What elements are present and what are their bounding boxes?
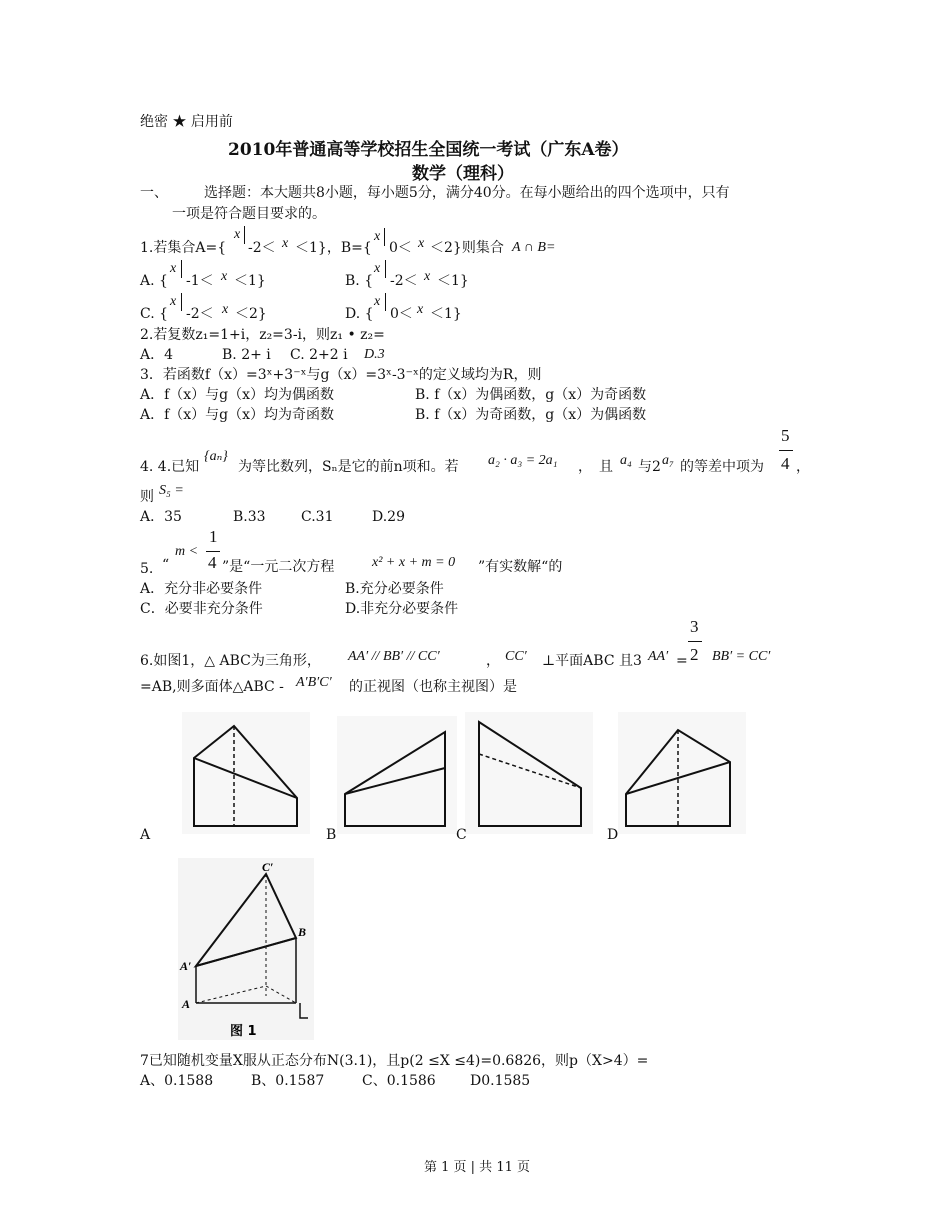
- fraction-bar: [206, 551, 220, 552]
- q6-stem-c: ⊥平面ABC 且3: [542, 653, 642, 669]
- q1-var: x: [170, 294, 177, 309]
- q6-line2b: 的正视图（也称主视图）是: [349, 679, 517, 695]
- q1-var: x: [222, 302, 229, 317]
- q4-stem-d: 与2: [638, 459, 661, 475]
- q6-line2a: =AB,则多面体△ABC -: [140, 679, 284, 695]
- set-bar: [244, 226, 245, 244]
- q5-quote-close: ”是“一元二次方程: [222, 559, 335, 575]
- q1-option-c3: ＜2}: [235, 306, 267, 322]
- q7-stem: 7已知随机变量X服从正态分布N(3.1)，且p(2 ≤X ≤4)=0.6826，则p（X>4）=: [140, 1053, 649, 1069]
- q1-var: x: [170, 261, 177, 276]
- q5-tail: ”有实数解“的: [478, 559, 563, 575]
- q3-option-b2: B. f（x）为奇函数，g（x）为偶函数: [415, 407, 647, 423]
- q4-stem-f: ，: [796, 459, 810, 475]
- q5-option-c: C．必要非充分条件: [140, 601, 263, 617]
- q3-stem: 3．若函数f（x）=3ˣ+3⁻ˣ与g（x）=3ˣ-3⁻ˣ的定义域均为R，则: [140, 367, 542, 383]
- q1-stem-c: ＜1}，B={: [295, 240, 372, 256]
- q5-frac-num: 1: [209, 527, 218, 546]
- set-bar: [385, 293, 386, 311]
- q6-cc: CC′: [505, 649, 527, 664]
- q1-var: x: [221, 269, 228, 284]
- q4-stem-e: 的等差中项为: [680, 459, 764, 475]
- q6-eq: =: [676, 653, 688, 669]
- fig-point-a-prime: A′: [180, 959, 192, 973]
- q4-a4: a₄: [620, 453, 632, 468]
- q4-condition: a₂ · a₃ = 2a₁: [488, 453, 558, 468]
- q6-bb: BB′ = CC′: [712, 649, 771, 664]
- q6-label-c: C: [456, 827, 467, 843]
- page-footer: 第 1 页 | 共 11 页: [424, 1160, 530, 1175]
- q5-quote-open: “: [162, 557, 170, 573]
- q1-stem-f: A ∩ B=: [512, 240, 556, 255]
- fraction-bar: [779, 450, 793, 451]
- set-bar: [181, 293, 182, 311]
- q5-number: 5.: [140, 561, 154, 577]
- q5-option-d: D.非充分必要条件: [345, 601, 459, 617]
- q4-sequence: {aₙ}: [204, 449, 228, 464]
- q4-stem-a: 4. 4.已知: [140, 459, 200, 475]
- q1-option-b: B. {: [345, 273, 374, 289]
- q1-option-a3: ＜1}: [234, 273, 266, 289]
- q4-option-d: D.29: [372, 509, 405, 525]
- fraction-bar: [688, 641, 702, 642]
- q1-option-d3: ＜1}: [430, 306, 462, 322]
- set-bar: [181, 260, 182, 278]
- q1-option-c: C. {: [140, 306, 169, 322]
- q6-figure-a: [182, 712, 310, 834]
- q6-stem-a: 6.如图1，△ ABC为三角形，: [140, 653, 321, 669]
- q4-option-c: C.31: [301, 509, 334, 525]
- exam-subtitle: 数学（理科）: [412, 164, 514, 184]
- q4-s5: S₅ =: [159, 483, 184, 498]
- q2-option-c: C. 2+2 i: [290, 347, 348, 363]
- q7-option-d: D0.1585: [470, 1073, 531, 1089]
- q1-option-a2: -1＜: [186, 273, 214, 289]
- q5-option-b: B.充分必要条件: [345, 581, 444, 597]
- q6-abc: A′B′C′: [296, 675, 332, 690]
- q1-stem-e: ＜2}则集合: [430, 240, 504, 256]
- q1-option-d: D. {: [345, 306, 374, 322]
- q6-figure-c: [465, 712, 593, 834]
- q7-option-c: C、0.1586: [362, 1073, 436, 1089]
- q1-stem-d: 0＜: [389, 240, 412, 256]
- q1-var: x: [234, 227, 241, 242]
- q6-parallel: AA′ // BB′ // CC′: [348, 649, 440, 664]
- secret-label: 绝密 ★ 启用前: [140, 114, 233, 130]
- set-bar: [385, 260, 386, 278]
- q1-var: x: [424, 269, 431, 284]
- q4-stem-g: 则: [140, 489, 154, 505]
- q7-option-b: B、0.1587: [251, 1073, 325, 1089]
- section-instructions-line2: 一项是符合题目要求的。: [172, 206, 326, 222]
- set-bar: [384, 228, 385, 246]
- q5-frac-den: 4: [208, 553, 217, 572]
- q6-label-a: A: [140, 827, 151, 843]
- q5-equation: x² + x + m = 0: [372, 555, 456, 570]
- q1-option-b2: -2＜: [390, 273, 418, 289]
- section-number: 一、: [140, 185, 168, 201]
- q1-option-a: A. {: [140, 273, 168, 289]
- q5-condition: m <: [175, 544, 199, 559]
- q4-option-a: A．35: [140, 509, 182, 525]
- q6-label-d: D: [607, 827, 619, 843]
- fig-caption: 图 1: [230, 1024, 257, 1039]
- q2-stem: 2.若复数z₁=1+i，z₂=3-i，则z₁ • z₂=: [140, 327, 385, 343]
- q6-label-b: B: [326, 827, 337, 843]
- q4-option-b: B.33: [233, 509, 266, 525]
- q1-var: x: [374, 229, 381, 244]
- q1-var: x: [282, 236, 289, 251]
- q1-option-c2: -2＜: [186, 306, 214, 322]
- q1-option-b3: ＜1}: [437, 273, 469, 289]
- q6-figure-d: [618, 712, 746, 834]
- q1-stem-a: 1.若集合A={: [140, 240, 227, 256]
- q2-option-d: D.3: [364, 347, 385, 362]
- q3-option-a2: A．f（x）与g（x）均为奇函数: [140, 407, 335, 423]
- q6-frac-num: 3: [690, 617, 699, 636]
- q1-var: x: [374, 261, 381, 276]
- q1-stem-b: -2＜: [248, 240, 276, 256]
- q5-option-a: A．充分非必要条件: [140, 581, 263, 597]
- q6-aa: AA′: [648, 649, 669, 664]
- q1-option-d2: 0＜: [390, 306, 413, 322]
- q4-a7: a₇: [662, 453, 674, 468]
- q1-var: x: [417, 302, 424, 317]
- q4-frac-den: 4: [781, 454, 790, 473]
- q3-option-b: B. f（x）为偶函数，g（x）为奇函数: [415, 387, 647, 403]
- q6-figure-b: [337, 716, 457, 834]
- fig-point-a: A: [182, 997, 191, 1011]
- q2-option-a: A．4: [140, 347, 174, 363]
- q7-option-a: A、0.1588: [140, 1073, 214, 1089]
- fig-point-c: C′: [262, 860, 274, 874]
- q6-stem-b: ，: [486, 653, 500, 669]
- q1-var: x: [374, 294, 381, 309]
- fig-point-b: B: [298, 925, 307, 939]
- q2-option-b: B. 2+ i: [222, 347, 271, 363]
- q4-frac-num: 5: [781, 426, 790, 445]
- q1-var: x: [418, 236, 425, 251]
- q6-frac-den: 2: [690, 645, 699, 664]
- exam-title: 2010年普通高等学校招生全国统一考试（广东A卷）: [228, 140, 629, 160]
- section-instructions: 选择题：本大题共8小题，每小题5分，满分40分。在每小题给出的四个选项中，只有: [204, 185, 730, 201]
- q4-stem-b: 为等比数列，Sₙ是它的前n项和。若: [238, 459, 459, 475]
- q3-option-a: A．f（x）与g（x）均为偶函数: [140, 387, 335, 403]
- q4-stem-c: ， 且: [578, 459, 613, 475]
- figure-1: [178, 858, 314, 1040]
